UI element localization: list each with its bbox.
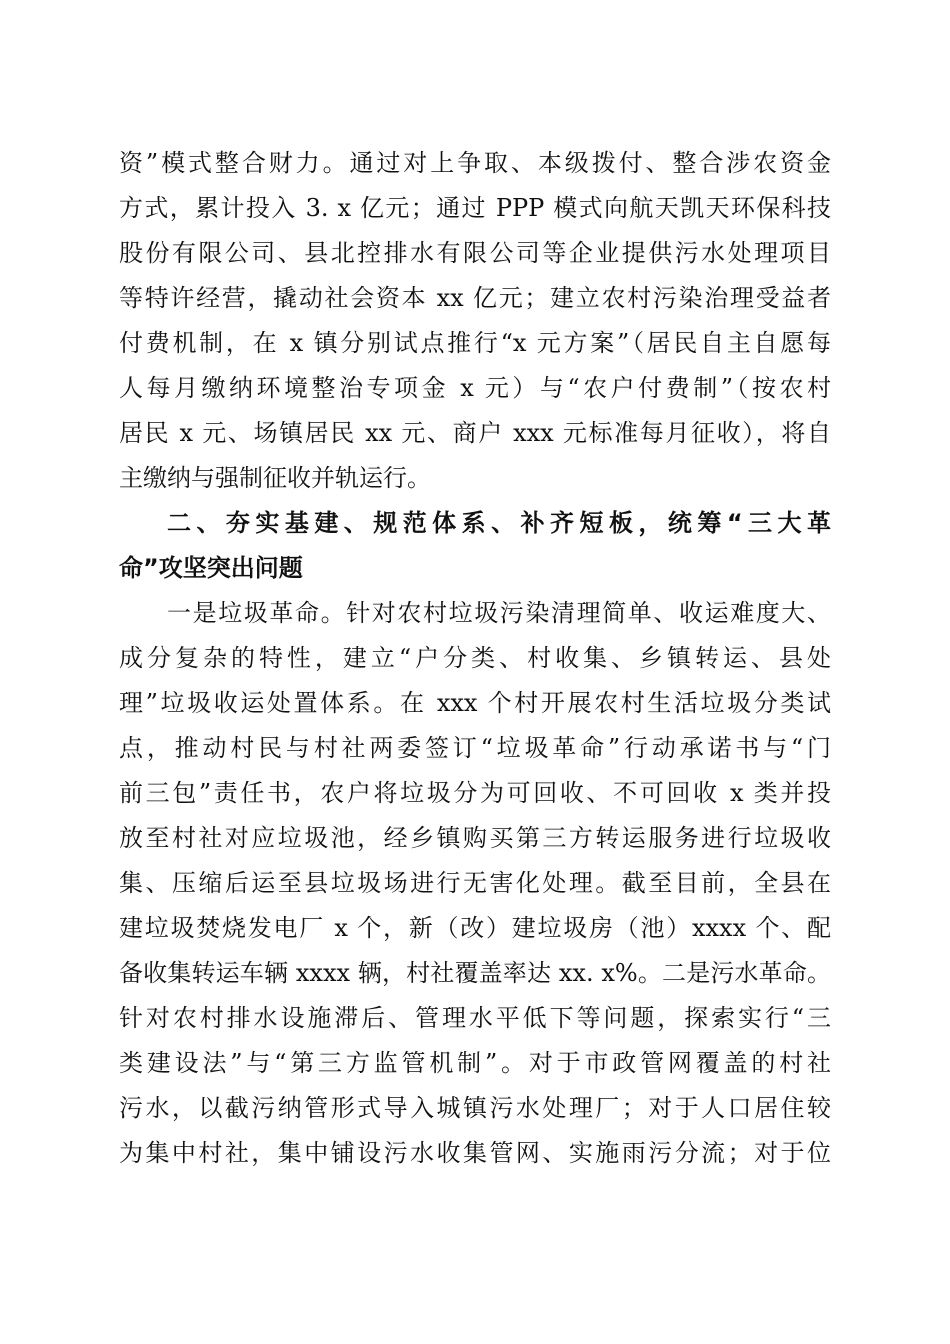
paragraph-2-line-8: 建垃圾焚烧发电厂 x 个，新（改）建垃圾房（池）xxxx 个、配: [119, 914, 831, 942]
paragraph-2-line-1: 一是垃圾革命。针对农村垃圾污染清理简单、收运难度大、: [167, 599, 831, 627]
paragraph-2-line-2: 成分复杂的特性，建立“户分类、村收集、乡镇转运、县处: [119, 644, 831, 672]
paragraph-1-line-3: 股份有限公司、县北控排水有限公司等企业提供污水处理项目: [119, 239, 831, 267]
paragraph-2-line-12: 污水，以截污纳管形式导入城镇污水处理厂；对于人口居住较: [119, 1094, 831, 1122]
paragraph-2-line-7: 集、压缩后运至县垃圾场进行无害化处理。截至目前，全县在: [119, 869, 831, 897]
paragraph-2-line-4: 点，推动村民与村社两委签订“垃圾革命”行动承诺书与“门: [119, 734, 831, 762]
paragraph-2-line-5: 前三包”责任书，农户将垃圾分为可回收、不可回收 x 类并投: [119, 779, 831, 807]
paragraph-2-line-6: 放至村社对应垃圾池，经乡镇购买第三方转运服务进行垃圾收: [119, 824, 831, 852]
paragraph-1-line-8: 主缴纳与强制征收并轨运行。: [119, 464, 431, 492]
paragraph-1-line-5: 付费机制，在 x 镇分别试点推行“x 元方案”（居民自主自愿每: [119, 329, 831, 357]
paragraph-2-line-10: 针对农村排水设施滞后、管理水平低下等问题，探索实行“三: [119, 1004, 831, 1032]
paragraph-2-line-11: 类建设法”与“第三方监管机制”。对于市政管网覆盖的村社: [119, 1049, 831, 1077]
paragraph-1-line-2: 方式，累计投入 3. x 亿元；通过 PPP 模式向航天凯天环保科技: [119, 194, 831, 222]
paragraph-2-line-3: 理”垃圾收运处置体系。在 xxx 个村开展农村生活垃圾分类试: [119, 689, 831, 717]
paragraph-2-line-9: 备收集转运车辆 xxxx 辆，村社覆盖率达 xx. x%。二是污水革命。: [119, 959, 831, 987]
section-heading-line-1: 二、夯实基建、规范体系、补齐短板，统筹“三大革: [167, 509, 831, 537]
paragraph-1-line-1: 资”模式整合财力。通过对上争取、本级拨付、整合涉农资金: [119, 149, 831, 177]
section-heading-line-2: 命”攻坚突出问题: [119, 554, 303, 582]
paragraph-1-line-4: 等特许经营，撬动社会资本 xx 亿元；建立农村污染治理受益者: [119, 284, 831, 312]
paragraph-2-line-13: 为集中村社，集中铺设污水收集管网、实施雨污分流；对于位: [119, 1139, 831, 1167]
paragraph-1-line-7: 居民 x 元、场镇居民 xx 元、商户 xxx 元标准每月征收），将自: [119, 419, 831, 447]
paragraph-1-line-6: 人每月缴纳环境整治专项金 x 元）与“农户付费制”（按农村: [119, 374, 831, 402]
